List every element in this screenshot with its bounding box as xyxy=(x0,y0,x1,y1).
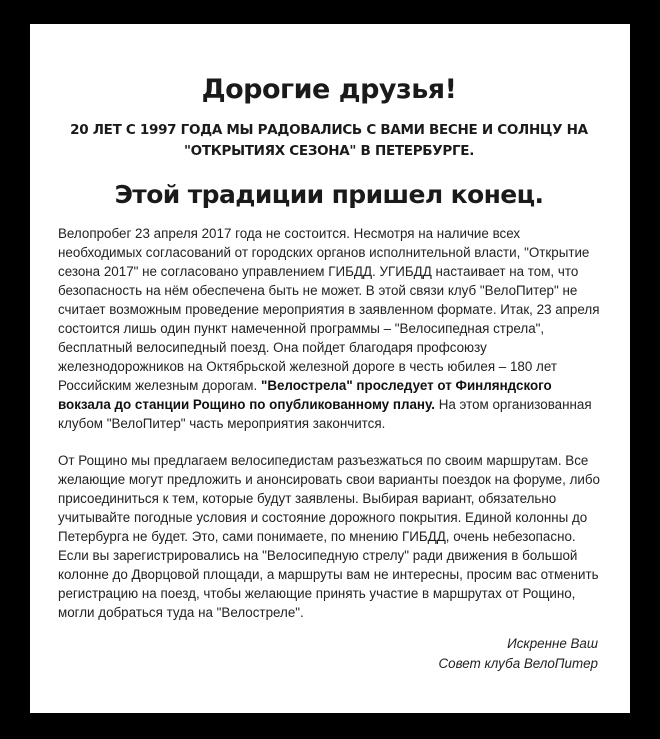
letter-sheet xyxy=(30,24,630,713)
signature xyxy=(58,634,598,674)
signature-closing: Искренне Ваш xyxy=(507,636,598,651)
paragraph-2: От Рощино мы предлагаем велосипедистам разъезжаться по своим маршрутам. Все желающие могут предложить и анонсировать свои варианты поездок на форуме, либо присоединиться к тем, которые будут заявлены. Выбирая вариант, обязательно учитывайте погодные условия и состояние дорожного покрытия. Единой колонны до Петербурга не будет. Это, сами понимаете, по мнению ГИБДД, очень небезопасно. Если вы зарегистрировались на "Велосипедную стрелу" ради движения в большой колонне до Дворцовой площади, а маршруты вам не интересны, просим вас отменить регистрацию на поезд, чтобы желающие принять участие в маршрутах от Рощино, могли добраться туда на "Велострелe". xyxy=(58,453,600,620)
letter-title: Дорогие друзья! xyxy=(201,74,457,105)
paragraph-1-text-b: На этом организованная клубом "ВелоПитер" часть мероприятия закончится. xyxy=(58,397,592,431)
subtitle-line-1: 20 ЛЕТ С 1997 ГОДА МЫ РАДОВАЛИСЬ С ВАМИ ВЕСНЕ И СОЛНЦУ НА xyxy=(70,122,588,138)
paragraph-1 xyxy=(58,224,600,433)
paragraph-1-text-a: Велопробег 23 апреля 2017 года не состоится. Несмотря на наличие всех необходимых согласований от городских органов исполнительной власти, "Открытие сезона 2017" не согласовано управлением ГИБДД. УГИБДД настаивает на том, что безопасность на нём обеспечена быть не может. В этой связи клуб "ВелоПитер" не считает возможным проведение мероприятия в заявленном формате. Итак, 23 апреля состоится лишь один пункт намеченной программы – "Велосипедная стрела", бесплатный велосипедный поезд. Она пойдет благодаря профсоюзу железнодорожников на Октябрьской железной дороге в честь юбилея – 180 лет Российским железным дорогам. xyxy=(58,226,600,393)
signature-author: Совет клуба ВелоПитер xyxy=(438,656,598,671)
paragraph-1-bold-text: "Велострела" проследует от Финляндского вокзала до станции Рощино по опубликованному плану. xyxy=(58,378,552,412)
letter-headline: Этой традиции пришел конец. xyxy=(114,180,544,209)
letter-subtitle xyxy=(58,120,600,162)
subtitle-line-2: "ОТКРЫТИЯХ СЕЗОНА" В ПЕТЕРБУРГЕ. xyxy=(183,143,475,159)
